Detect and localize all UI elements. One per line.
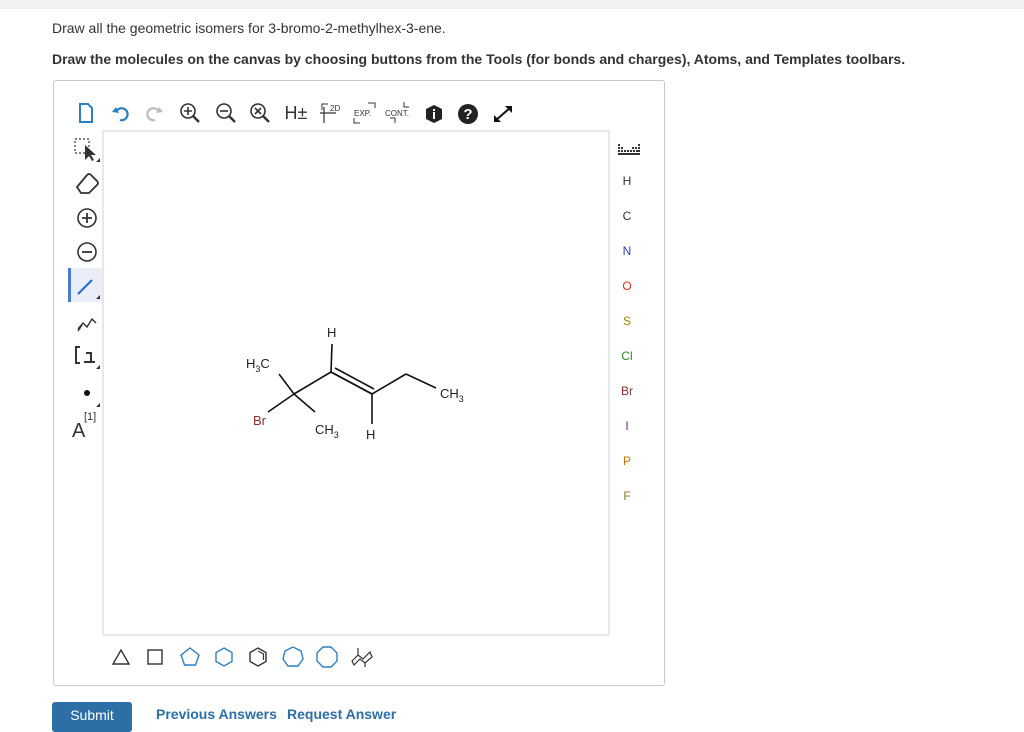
fullscreen-icon[interactable] bbox=[490, 102, 516, 126]
expand-button[interactable] bbox=[350, 100, 380, 126]
template-benzene-icon[interactable] bbox=[246, 645, 270, 669]
clean-2d-label: 2D bbox=[330, 104, 341, 113]
new-document-icon[interactable] bbox=[76, 102, 96, 124]
template-triangle-icon[interactable] bbox=[110, 646, 132, 668]
periodic-table-icon[interactable] bbox=[614, 140, 644, 160]
atom-ch3-bottom: $CH_3$ bbox=[315, 422, 339, 440]
atom-ch3-right: $CH_3$ bbox=[440, 386, 464, 404]
charge-index-label: [1] bbox=[84, 411, 97, 423]
atom-h-bottom: H bbox=[366, 427, 376, 442]
atom-button-p[interactable]: P bbox=[622, 454, 631, 468]
template-hexagon-icon[interactable] bbox=[212, 645, 236, 669]
atom-br: Br bbox=[253, 413, 266, 428]
undo-icon[interactable] bbox=[110, 102, 132, 124]
template-pentagon-icon[interactable] bbox=[178, 645, 202, 669]
template-square-icon[interactable] bbox=[144, 646, 166, 668]
atom-button-cl[interactable]: Cl bbox=[621, 349, 633, 363]
negative-charge-icon[interactable] bbox=[72, 239, 102, 265]
clear-zoom-icon[interactable] bbox=[248, 101, 272, 125]
expand-label: EXP. bbox=[354, 109, 372, 118]
top-bar bbox=[0, 0, 1024, 9]
atom-button-o[interactable]: O bbox=[622, 279, 632, 293]
eraser-icon[interactable] bbox=[72, 170, 102, 196]
submit-button[interactable]: Submit bbox=[52, 702, 132, 732]
atom-letter-label: A bbox=[72, 420, 86, 442]
redo-icon[interactable] bbox=[143, 102, 165, 124]
atom-button-s[interactable]: S bbox=[622, 314, 631, 328]
info-icon[interactable] bbox=[424, 103, 444, 125]
positive-charge-icon[interactable] bbox=[72, 205, 102, 231]
contract-label: CONT. bbox=[385, 109, 409, 118]
atom-label-tool[interactable] bbox=[70, 410, 102, 442]
template-octagon-icon[interactable] bbox=[314, 644, 340, 670]
atom-button-n[interactable]: N bbox=[622, 244, 632, 258]
request-answer-link[interactable]: Request Answer bbox=[287, 706, 397, 722]
bracket-tool-icon[interactable] bbox=[72, 342, 102, 370]
question-instructions: Draw the molecules on the canvas by choosing buttons from the Tools (for bonds and charges), Atoms, and Templates toolbars. bbox=[52, 51, 906, 67]
drawing-canvas[interactable] bbox=[102, 130, 610, 636]
atom-button-i[interactable]: I bbox=[625, 419, 629, 433]
atom-h3c: $H_3C$ bbox=[246, 356, 270, 374]
previous-answers-link[interactable]: Previous Answers bbox=[156, 706, 277, 722]
clean-2d-button[interactable] bbox=[316, 100, 346, 126]
svg-text:?: ? bbox=[463, 106, 473, 123]
atom-button-c[interactable]: C bbox=[622, 209, 632, 223]
atom-button-br[interactable]: Br bbox=[621, 384, 633, 398]
radical-tool-icon[interactable] bbox=[72, 382, 102, 408]
zoom-in-icon[interactable] bbox=[178, 101, 202, 125]
selected-tool-indicator bbox=[68, 268, 71, 302]
atom-button-f[interactable]: F bbox=[623, 489, 631, 503]
single-bond-tool-icon[interactable] bbox=[72, 272, 102, 300]
help-icon[interactable] bbox=[456, 102, 480, 126]
contract-button[interactable] bbox=[382, 100, 416, 126]
zoom-out-icon[interactable] bbox=[214, 101, 238, 125]
hydrogen-toggle-button[interactable] bbox=[282, 101, 310, 125]
chain-tool-icon[interactable] bbox=[72, 310, 102, 336]
atom-h-top: H bbox=[327, 325, 337, 340]
question-text: Draw all the geometric isomers for 3-bromo-2-methylhex-3-ene. bbox=[52, 20, 446, 36]
template-heptagon-icon[interactable] bbox=[280, 644, 306, 670]
template-chair-icon[interactable] bbox=[348, 644, 376, 670]
molecule-bonds bbox=[268, 344, 436, 424]
selection-tool-icon[interactable] bbox=[72, 136, 102, 164]
hydrogen-label: H± bbox=[284, 102, 308, 123]
atom-button-h[interactable]: H bbox=[622, 174, 632, 188]
